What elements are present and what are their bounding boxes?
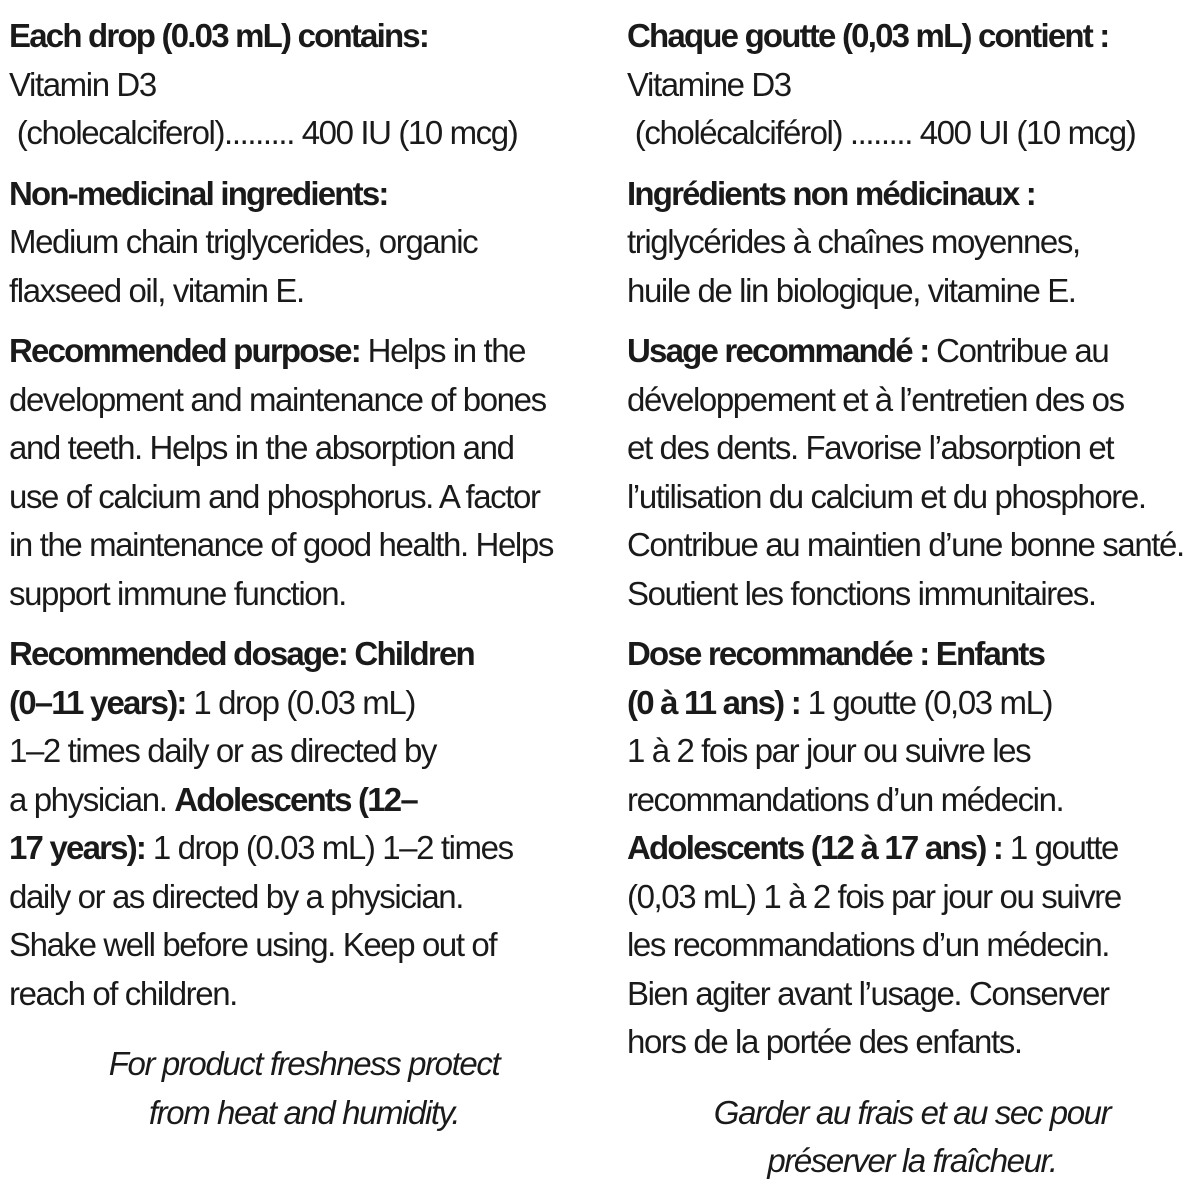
- purpose-section: [9, 327, 599, 618]
- drop-contents-section-fr: [627, 12, 1197, 158]
- dosage-line-3: 1–2 times daily or as directed by: [9, 732, 437, 769]
- vitamin-amount-fr: (cholécalciférol) ........ 400 UI (10 mcg): [627, 114, 1136, 151]
- purpose-text-1-fr: Contribue au: [928, 332, 1109, 369]
- dosage-section-fr: [627, 630, 1197, 1067]
- freshness-note-fr: [627, 1089, 1197, 1186]
- non-medicinal-line-2: flaxseed oil, vitamin E.: [9, 271, 304, 309]
- non-medicinal-line-1: Medium chain triglycerides, organic: [9, 223, 478, 260]
- dosage-line-6: daily or as directed by a physician.: [9, 877, 464, 915]
- dosage-line-5: [9, 824, 599, 873]
- dosage-line-1: Recommended dosage: Children: [9, 635, 474, 672]
- dosage-children-amount-fr: 1 goutte (0,03 mL): [799, 683, 1053, 721]
- dosage-adolescents-age: 17 years):: [9, 829, 146, 866]
- freshness-note: [9, 1040, 599, 1137]
- dosage-line-7-fr: les recommandations d’un médecin.: [627, 926, 1110, 963]
- purpose-line-4: use of calcium and phosphorus. A factor: [9, 477, 540, 515]
- purpose-line-4-fr: l’utilisation du calcium et du phosphore.: [627, 477, 1146, 515]
- purpose-line-5: in the maintenance of good health. Helps: [9, 526, 553, 563]
- dosage-line-7: Shake well before using. Keep out of: [9, 926, 497, 963]
- purpose-line-2: development and maintenance of bones: [9, 380, 546, 418]
- dosage-line-8-fr: Bien agiter avant l’usage. Conserver: [627, 974, 1109, 1012]
- dosage-line-5-fr: [627, 824, 1197, 873]
- non-medicinal-section: [9, 170, 599, 316]
- non-medicinal-line-1-fr: triglycérides à chaînes moyennes,: [627, 223, 1080, 260]
- purpose-line-3: and teeth. Helps in the absorption and: [9, 429, 514, 466]
- dosage-section: [9, 630, 599, 1018]
- purpose-line-6: support immune function.: [9, 574, 346, 612]
- purpose-label-fr: Usage recommandé :: [627, 332, 929, 369]
- purpose-section-fr: [627, 327, 1197, 618]
- vitamin-amount: (cholecalciferol)......... 400 IU (10 mcg): [9, 114, 518, 151]
- dosage-adolescents-label-fr: Adolescents (12 à 17 ans) :: [627, 829, 1003, 866]
- purpose-line-1-fr: [627, 327, 1197, 376]
- dosage-adolescents-amount: 1 drop (0.03 mL) 1–2 times: [145, 829, 513, 866]
- drop-contents-title: Each drop (0.03 mL) contains:: [9, 17, 429, 54]
- dosage-line-2: [9, 679, 599, 728]
- purpose-line-5-fr: Contribue au maintien d’une bonne santé.: [627, 526, 1184, 563]
- non-medicinal-line-2-fr: huile de lin biologique, vitamine E.: [627, 271, 1076, 309]
- purpose-text-1: Helps in the: [359, 332, 526, 369]
- dosage-line-2-fr: [627, 679, 1197, 728]
- dosage-line-6-fr: (0,03 mL) 1 à 2 fois par jour ou suivre: [627, 877, 1121, 915]
- vitamin-name: Vitamin D3: [9, 65, 156, 103]
- freshness-note-line-1: For product freshness protect: [108, 1045, 500, 1082]
- dosage-line-4-fr: recommandations d’un médecin.: [627, 780, 1064, 818]
- drop-contents-title-fr: Chaque goutte (0,03 mL) contient :: [627, 17, 1109, 54]
- purpose-line-6-fr: Soutient les fonctions immunitaires.: [627, 574, 1096, 612]
- dosage-line-1-fr: Dose recommandée : Enfants: [627, 635, 1045, 672]
- french-column: [627, 12, 1197, 1186]
- non-medicinal-title-fr: Ingrédients non médicinaux :: [627, 174, 1035, 212]
- purpose-line-3-fr: et des dents. Favorise l’absorption et: [627, 429, 1114, 466]
- dosage-adolescents-amount-fr: 1 goutte: [1002, 829, 1118, 866]
- dosage-physician-text: a physician.: [9, 780, 175, 818]
- purpose-label: Recommended purpose:: [9, 332, 360, 369]
- dosage-children-amount: 1 drop (0.03 mL): [185, 683, 415, 721]
- non-medicinal-section-fr: [627, 170, 1197, 316]
- freshness-note-line-2: from heat and humidity.: [148, 1093, 460, 1131]
- freshness-note-line-2-fr: préserver la fraîcheur.: [767, 1142, 1057, 1179]
- drop-contents-section: [9, 12, 599, 158]
- purpose-line-1: [9, 327, 599, 376]
- non-medicinal-title: Non-medicinal ingredients:: [9, 174, 388, 212]
- english-column: [9, 12, 599, 1137]
- dosage-children-age: (0–11 years):: [9, 683, 186, 721]
- dosage-adolescents-label: Adolescents (12–: [174, 780, 417, 818]
- dosage-children-age-fr: (0 à 11 ans) :: [627, 683, 800, 721]
- dosage-line-3-fr: 1 à 2 fois par jour ou suivre les: [627, 732, 1031, 769]
- dosage-line-9-fr: hors de la portée des enfants.: [627, 1023, 1022, 1060]
- dosage-line-8: reach of children.: [9, 974, 237, 1012]
- purpose-line-2-fr: développement et à l’entretien des os: [627, 380, 1124, 418]
- freshness-note-line-1-fr: Garder au frais et au sec pour: [713, 1093, 1111, 1131]
- vitamin-name-fr: Vitamine D3: [627, 65, 791, 103]
- dosage-line-4: [9, 776, 599, 825]
